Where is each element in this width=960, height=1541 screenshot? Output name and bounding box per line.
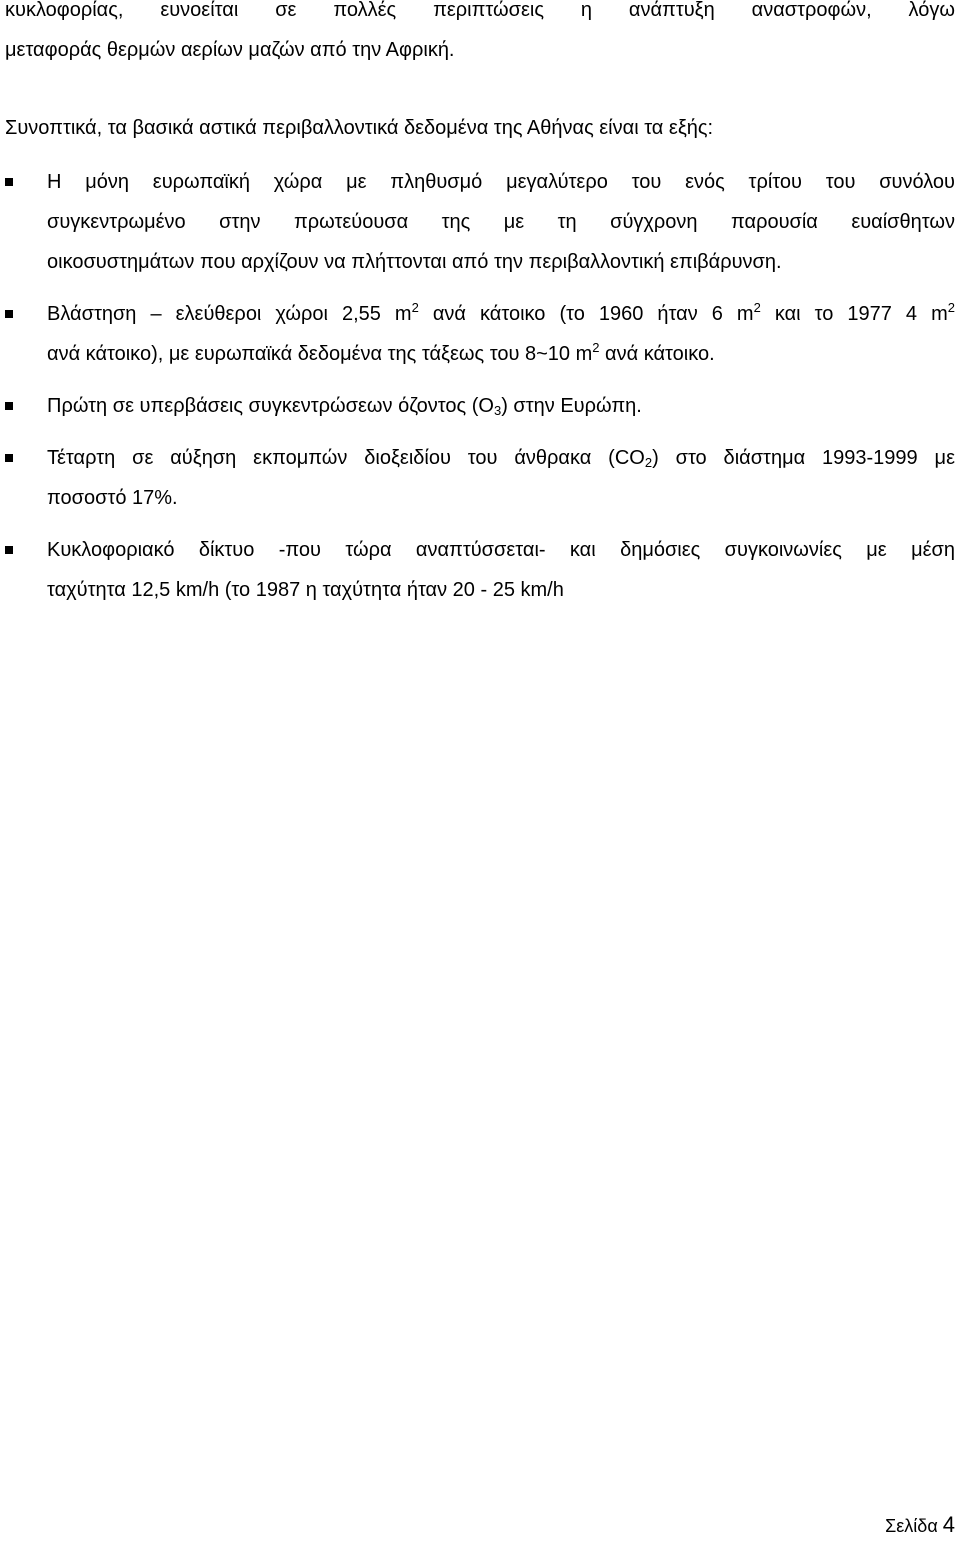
bullet-4-line-1: Τέταρτη σε αύξηση εκπομπών διοξειδίου του άνθρακα $(CO_2)$ στο διάστημα 1993-1999 με [47,447,955,470]
bullet-4-line-2: ποσοστό 17%. [47,487,178,509]
list-item [5,162,955,282]
bullet-2-line-2: ανά κάτοικο), με ευρωπαϊκά δεδομένα της τάξεως του 8~10 $m^2$ ανά κάτοικο. [47,340,715,365]
square-bullet-icon [5,402,13,410]
bullet-3-line-1: Πρώτη σε υπερβάσεις συγκεντρώσεων όζοντος $(O_3)$ στην Ευρώπη. [47,395,642,418]
list-item [5,386,955,426]
page-label: Σελίδα [885,1516,938,1536]
intro-line-2: μεταφοράς θερμών αερίων μαζών από την Αφρική. [5,39,455,61]
bullet-5-line-1: Κυκλοφοριακό δίκτυο -που τώρα αναπτύσσεται- και δημόσιες συγκοινωνίες με μέση [47,539,955,561]
square-bullet-icon [5,310,13,318]
intro-line-1: κυκλοφορίας, ευνοείται σε πολλές περιπτώσεις η ανάπτυξη αναστροφών, λόγω [5,0,955,21]
bullet-1-line-1: Η μόνη ευρωπαϊκή χώρα με πληθυσμό μεγαλύτερο του ενός τρίτου του συνόλου [47,171,955,193]
square-bullet-icon [5,178,13,186]
list-item [5,294,955,374]
bullet-1-line-3: οικοσυστημάτων που αρχίζουν να πλήττονται από την περιβαλλοντική επιβάρυνση. [47,251,782,273]
summary-sentence: Συνοπτικά, τα βασικά αστικά περιβαλλοντικά δεδομένα της Αθήνας είναι τα εξής: [5,117,714,139]
page-number: 4 [942,1512,955,1537]
list-item [5,530,955,610]
page-footer [885,1510,955,1541]
list-item [5,438,955,518]
bullet-2-line-1: Βλάστηση – ελεύθεροι χώροι 2,55 $m^2$ ανά κάτοικο (το 1960 ήταν 6 $m^2$ και το 1977 4 $m^2$ [47,300,955,325]
square-bullet-icon [5,546,13,554]
bullet-1-line-2: συγκεντρωμένο στην πρωτεύουσα της με τη σύγχρονη παρουσία ευαίσθητων [47,211,955,233]
square-bullet-icon [5,454,13,462]
bullet-5-line-2: ταχύτητα 12,5 km/h (το 1987 η ταχύτητα ήταν 20 - 25 km/h [47,579,564,601]
intro-paragraph [5,0,955,70]
